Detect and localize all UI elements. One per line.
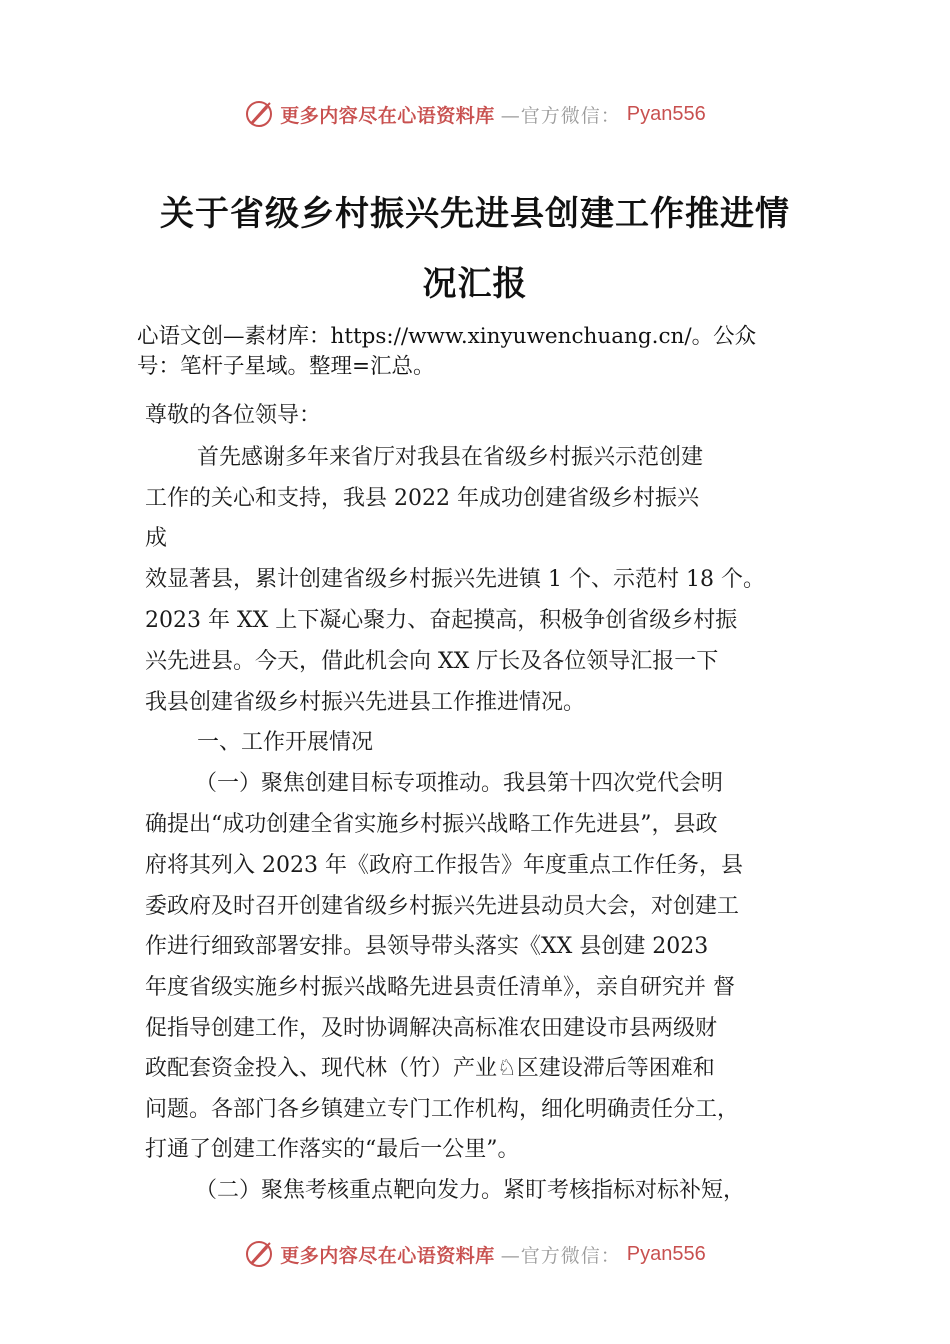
body-line: 打通了创建工作落实的“最后一公里”。 bbox=[145, 1137, 520, 1162]
body-line: 委政府及时召开创建省级乡村振兴先进县动员大会，对创建工 bbox=[145, 894, 740, 919]
body-line: 2023 年 XX 上下凝心聚力、奋起摸高，积极争创省级乡村振 bbox=[145, 608, 738, 633]
watermark-separator: —官方微信： bbox=[500, 104, 621, 127]
watermark-footer bbox=[0, 1234, 950, 1274]
body-line: 效显著县，累计创建省级乡村振兴先进镇 1 个、示范村 18 个。 bbox=[145, 567, 765, 592]
body-line: （二）聚焦考核重点靶向发力。紧盯考核指标对标补短， bbox=[195, 1178, 746, 1203]
document-title-line1: 关于省级乡村振兴先进县创建工作推进情 bbox=[160, 194, 790, 234]
body-line: 成 bbox=[145, 526, 168, 551]
watermark-wechat-id: Pyan556 bbox=[626, 1242, 706, 1265]
body-line: 年度省级实施乡村振兴战略先进县责任清单》，亲自研究并 督 bbox=[145, 975, 735, 1000]
body-line: （一）聚焦创建目标专项推动。我县第十四次党代会明 bbox=[195, 771, 724, 796]
body-line: 工作的关心和支持，我县 2022 年成功创建省级乡村振兴 bbox=[145, 486, 699, 511]
body-line: 兴先进县。今天，借此机会向 XX 厅长及各位领导汇报一下 bbox=[145, 649, 719, 674]
watermark-text: 更多内容尽在心语资料库 bbox=[280, 1244, 495, 1267]
body-line: 我县创建省级乡村振兴先进县工作推进情况。 bbox=[145, 690, 586, 715]
body-line: 尊敬的各位领导： bbox=[145, 403, 322, 428]
watermark-wechat-id: Pyan556 bbox=[626, 102, 706, 125]
quill-logo-icon bbox=[244, 99, 274, 129]
source-line-1: 心语文创—素材库：https://www.xinyuwenchuang.cn/。公众 bbox=[137, 324, 757, 349]
watermark-header bbox=[0, 94, 950, 134]
section-heading: 一、工作开展情况 bbox=[197, 730, 374, 755]
quill-logo-icon bbox=[244, 1239, 274, 1269]
body-line: 问题。各部门各乡镇建立专门工作机构，细化明确责任分工， bbox=[145, 1097, 740, 1122]
source-line-2: 号：笔杆子星域。整理=汇总。 bbox=[137, 354, 435, 379]
watermark-text: 更多内容尽在心语资料库 bbox=[280, 104, 495, 127]
body-line: 促指导创建工作，及时协调解决高标准农田建设市县两级财 bbox=[145, 1016, 718, 1041]
body-line: 作进行细致部署安排。县领导带头落实《XX 县创建 2023 bbox=[145, 934, 709, 959]
watermark-separator: —官方微信： bbox=[500, 1244, 621, 1267]
document-title-line2: 况汇报 bbox=[422, 264, 528, 304]
body-line: 首先感谢多年来省厅对我县在省级乡村振兴示范创建 bbox=[197, 445, 704, 470]
body-line: 确提出“成功创建全省实施乡村振兴战略工作先进县”，县政 bbox=[145, 812, 718, 837]
body-line: 政配套资金投入、现代林（竹）产业♘区建设滞后等困难和 bbox=[145, 1056, 715, 1081]
body-line: 府将其列入 2023 年《政府工作报告》年度重点工作任务，县 bbox=[145, 853, 743, 878]
